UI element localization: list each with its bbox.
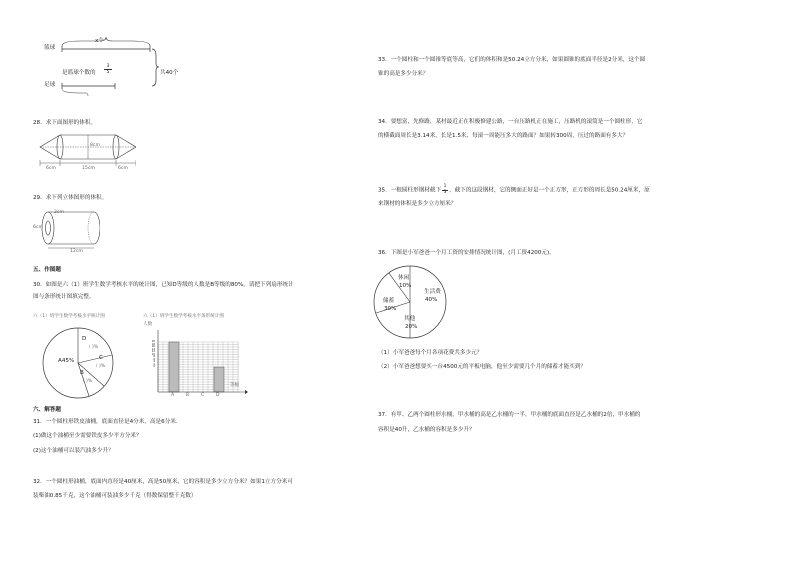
- pie-saving-pct: 30%: [384, 306, 397, 312]
- pie-saving-label: 储蓄: [383, 298, 395, 304]
- bar-ytick: 2: [153, 362, 155, 366]
- q27-diagram: [40, 36, 200, 96]
- bar-cat-d: D: [216, 393, 220, 398]
- q33-line1: 33．一个圆柱和一个圆锥等底等高，它们的体积和是50.24立方分米，如果圆锥的底面半径是2分米，这个圆: [378, 57, 646, 63]
- q34-line2: 的横截面周长是3.14米，长是1.5米，每滚一周能压多大的路面？如果转300周，压过的路面有多大？: [378, 133, 629, 139]
- pie-label-d: D: [82, 336, 87, 342]
- bar-ytick: 0: [153, 365, 155, 368]
- q32-line1: 32．一个圆柱形油桶，底面内直径是40厘米，高是50厘米，它的容积是多少立方分米？如果1立方分米可: [33, 479, 293, 485]
- bar-yticks: [143, 341, 155, 369]
- section-6-heading: 六、解答题: [33, 407, 61, 413]
- q36-line1: 36．下图是小军爸爸一个月工资的安排情况统计图，(月工资4200元)。: [378, 250, 555, 256]
- bar-ytick: 12: [151, 350, 155, 353]
- q34-line1: 34．要想富，先修路，某村最近正在积极修建公路，一台压路机正在施工，压路机的滚筒是一个圆柱形，它: [378, 119, 643, 125]
- bar-ytick: 4: [153, 360, 155, 363]
- q29-dim-len: 12cm: [70, 249, 83, 254]
- bar-d: [214, 367, 224, 392]
- total-label: 共40个: [160, 70, 179, 76]
- q32-line2: 装柴油0.85千克，这个油桶可装油多少千克（得数保留整千克数）: [33, 493, 197, 499]
- bar-ylabel: 人数: [143, 322, 153, 327]
- q27-fraction: 3 5: [104, 64, 112, 75]
- relation-label: 是篮球个数的: [62, 70, 96, 76]
- q31-sub2: (2)这个油桶可以装汽油多少升？: [33, 448, 114, 454]
- bar-ytick: 20: [151, 340, 155, 343]
- q28-dim-h: 8cm: [90, 143, 100, 148]
- section-5-heading: 五、作图题: [33, 267, 61, 273]
- basketball-label: 篮球: [44, 45, 56, 51]
- q31-line1: 31．一个圆柱形铁皮油桶，底面直径是4分米，高是6分米.: [33, 419, 178, 425]
- football-label: 足球: [44, 82, 56, 88]
- q37-line1: 37．有甲、乙两个圆柱形水桶，甲水桶的高是乙水桶的一半，甲水桶的底面直径是乙水桶的2倍，甲水桶的: [378, 412, 641, 418]
- q28-dim-l2: 6cm: [118, 166, 128, 171]
- q30-bar-caption: 六（1）班学生数学考核水平条形统计图: [143, 314, 225, 319]
- bar-cat-b: B: [186, 393, 190, 398]
- pie-label-b: B: [80, 370, 84, 376]
- q30-line2: 图与条形统计图填完整。: [33, 294, 95, 300]
- q28-dim-mid: 15cm: [82, 166, 95, 171]
- bar-cat-a: A: [171, 393, 175, 398]
- q31-sub1: (1)做这个油桶至少需要铁皮多少平方分米？: [33, 433, 142, 439]
- bar-ytick: 14: [151, 347, 155, 351]
- q29-dim-outer: 6cm: [33, 225, 43, 230]
- q28-figure: [36, 131, 136, 171]
- q35-line1: 35．一根圆柱形钢材截下 $\frac{1}{3}$ ，截下的这段钢材，它的侧面正好是一个正方形，正方形的周长是50.24厘米，原: [378, 184, 650, 195]
- pie-living-pct: 40%: [425, 297, 438, 303]
- bar-ytick: 10: [151, 352, 155, 356]
- bar-ytick: 8: [153, 355, 155, 358]
- q36-sub2: （2）小军爸爸想要买一台4500元的平板电脑，他至少需要几个月的储蓄才能买到？: [378, 364, 586, 370]
- q28-text: 28．求下面图形的体积。: [33, 120, 97, 126]
- q33-line2: 锥的高是多少分米？: [378, 71, 429, 77]
- q30-line1: 30．如图是六（1）班学生数学考核水平的统计图，已知D等级的人数是B等级的80%。请把下列扇形统计: [33, 282, 294, 288]
- q37-line2: 容积是40升，乙水桶的容积是多少升？: [378, 427, 475, 433]
- bar-a: [169, 342, 179, 392]
- q28-dim-l1: 6cm: [46, 166, 56, 171]
- pie-leisure-label: 休闲: [398, 275, 410, 281]
- q36-sub1: （1）小军爸爸每个月各项花费共多少元？: [378, 350, 483, 356]
- pie-label-d-pct: （ )%: [86, 345, 99, 350]
- bar-ytick: 6: [153, 357, 155, 361]
- q35-line2: 来钢材的体积是多少立方厘米？: [378, 201, 457, 207]
- q30-bar-chart: [148, 328, 253, 403]
- bar-xlabel: 等级: [230, 383, 240, 388]
- q30-pie-chart: [40, 325, 120, 405]
- pie-leisure-pct: 10%: [399, 283, 412, 289]
- x-label: x个: [95, 38, 104, 44]
- bar-ytick: 18: [151, 342, 155, 346]
- q29-dim-inner: 2cm: [54, 210, 64, 215]
- pie-label-c-pct: （ )%: [93, 364, 106, 369]
- pie-label-b-pct: （ )%: [80, 379, 93, 384]
- q29-text: 29．求下列立体图形的体积。: [33, 195, 108, 201]
- total-brace: [152, 49, 159, 86]
- bar-ytick: 16: [151, 345, 155, 348]
- pie-label-a: A45%: [58, 358, 75, 364]
- x-brace: [62, 37, 150, 46]
- pie-other-pct: 20%: [405, 324, 418, 330]
- q35-fraction: $\frac{1}{3}$: [443, 184, 447, 195]
- q30-pie-caption: 六（1）班学生数学考核水平统计图: [33, 314, 105, 319]
- pie-label-c: C: [99, 355, 103, 361]
- bar-cat-c: C: [201, 393, 205, 398]
- pie-other-label: 其他: [404, 316, 416, 322]
- pie-living-label: 生活费: [424, 289, 441, 295]
